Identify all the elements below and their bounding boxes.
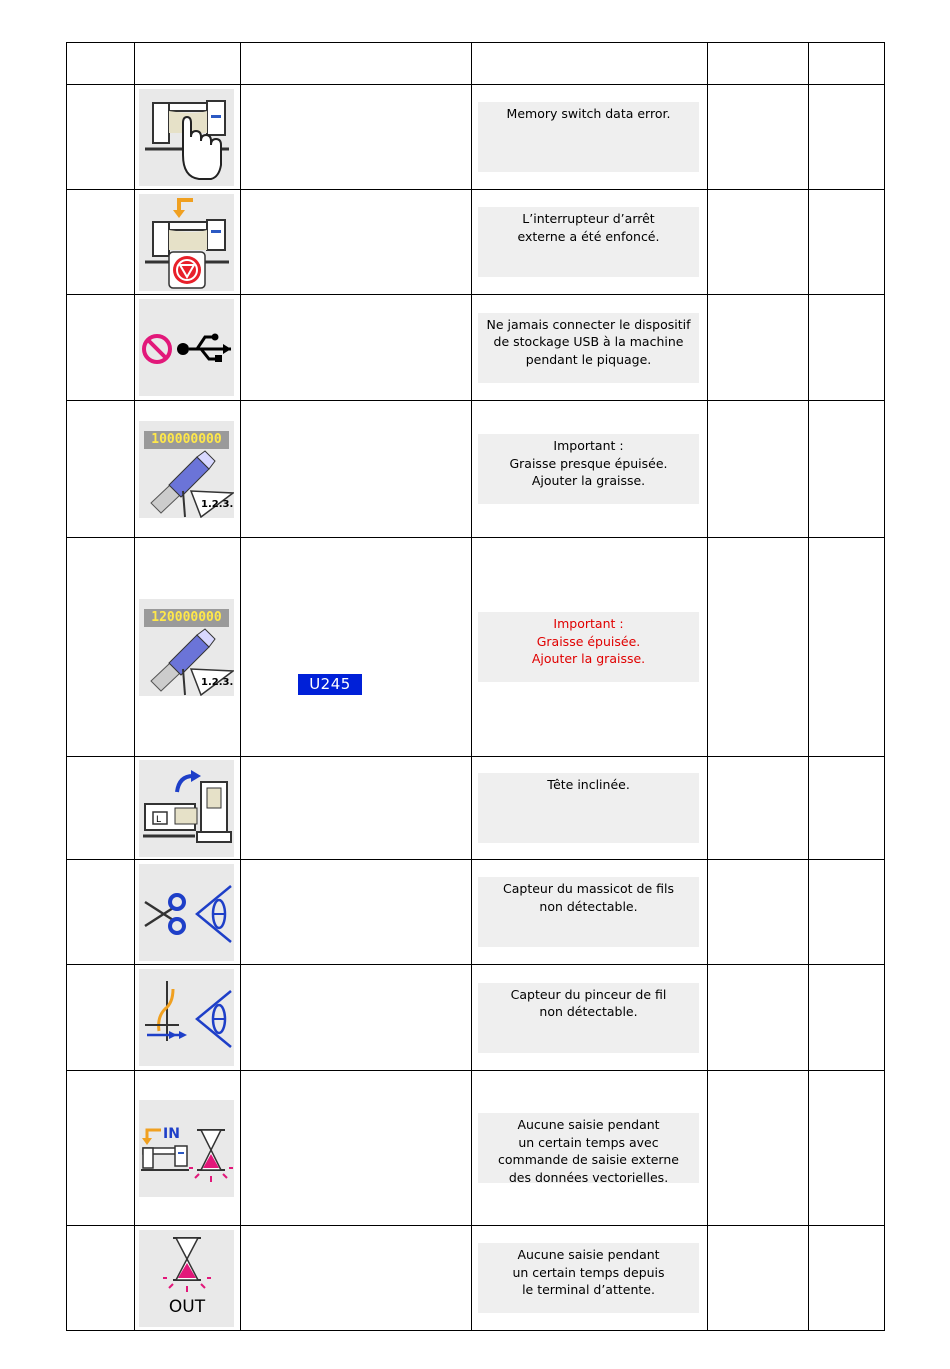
message-line: un certain temps depuis [512, 1264, 665, 1280]
table-row [67, 85, 885, 190]
grease-warning-icon [139, 421, 234, 518]
message-line: Ajouter la graisse. [531, 473, 646, 488]
message-line: L’interrupteur d’arrêt [522, 211, 655, 226]
table-row [67, 860, 885, 965]
message-line: Tête inclinée. [547, 777, 630, 792]
message-line: Important : [553, 438, 624, 453]
message-line: externe a été enfoncé. [517, 228, 660, 244]
message-line: non détectable. [539, 898, 638, 914]
message-line: commande de saisie externe [498, 1152, 679, 1167]
message-line: Graisse épuisée. [536, 633, 641, 649]
svg-text:L: L [156, 814, 162, 825]
message-line: des données vectorielles. [508, 1169, 669, 1185]
header-cell-4 [472, 43, 708, 85]
message-line: pendant le piquage. [525, 351, 652, 367]
message-line: Memory switch data error. [506, 106, 671, 121]
message-box [478, 313, 699, 383]
message-line: le terminal d’attente. [522, 1282, 655, 1297]
svg-text:1.2.3.: 1.2.3. [201, 676, 234, 688]
table-row [67, 965, 885, 1071]
message-line: Graisse presque épuisée. [509, 455, 668, 471]
message-line: Capteur du pinceur de fil [510, 986, 667, 1002]
table-row [67, 757, 885, 860]
header-cell-2 [135, 43, 241, 85]
table-row [67, 1226, 885, 1331]
message-line: Important : [553, 616, 624, 631]
header-cell-6 [809, 43, 885, 85]
message-line: un certain temps avec [518, 1134, 659, 1150]
grease-counter: 100000000 [144, 431, 229, 449]
table-row [67, 295, 885, 401]
table-row [67, 538, 885, 757]
standby-output-timeout-icon [139, 1230, 234, 1327]
thread-clamp-sensor-icon [139, 969, 234, 1066]
message-line: Capteur du massicot de fils [503, 881, 674, 896]
header-cell-5 [708, 43, 809, 85]
grease-counter: 120000000 [144, 609, 229, 627]
message-line: de stockage USB à la machine [493, 334, 684, 349]
memory-switch-hand-icon [139, 89, 234, 186]
error-table [66, 42, 885, 1331]
header-row [67, 43, 885, 85]
thread-trimmer-sensor-icon [139, 864, 234, 961]
external-stop-switch-icon [139, 194, 234, 291]
message-line: Aucune saisie pendant [517, 1247, 660, 1262]
no-usb-icon [139, 299, 234, 396]
table-row [67, 190, 885, 295]
message-box [478, 877, 699, 947]
grease-empty-icon [139, 599, 234, 696]
external-input-timeout-icon [139, 1100, 234, 1197]
table-row [67, 401, 885, 538]
message-box [478, 1243, 699, 1313]
header-cell-1 [67, 43, 135, 85]
message-line: non détectable. [539, 1004, 638, 1019]
table-row [67, 1071, 885, 1226]
svg-text:1.2.3.: 1.2.3. [201, 498, 234, 510]
message-line: Aucune saisie pendant [517, 1117, 660, 1132]
message-line: Ajouter la graisse. [531, 651, 646, 666]
head-tilted-icon [139, 760, 234, 857]
header-cell-3 [241, 43, 472, 85]
message-box [478, 612, 699, 682]
error-code-badge: U245 [298, 674, 362, 695]
message-box [478, 1113, 699, 1183]
message-line: Ne jamais connecter le dispositif [486, 316, 691, 332]
message-box [478, 207, 699, 277]
message-box [478, 983, 699, 1053]
message-box [478, 102, 699, 172]
message-box [478, 434, 699, 504]
out-label: OUT [168, 1296, 206, 1317]
message-box [478, 773, 699, 843]
in-label: IN [163, 1125, 180, 1142]
